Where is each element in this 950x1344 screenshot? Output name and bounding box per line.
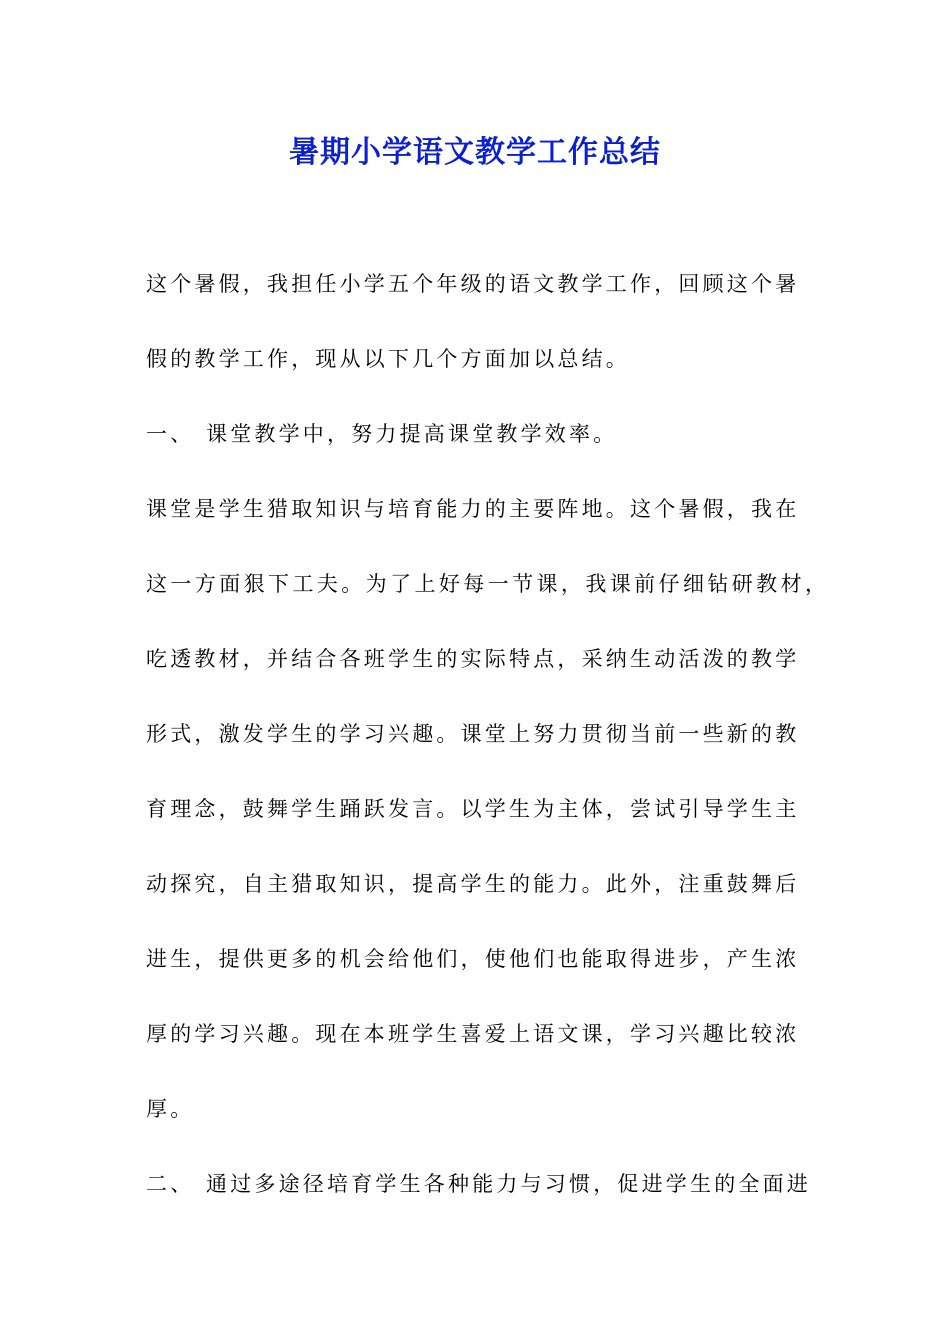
paragraph-line: 吃透教材，并结合各班学生的实际特点，采纳生动活泼的教学 [146, 647, 800, 671]
paragraph-line: 动探究，自主猎取知识，提高学生的能力。此外，注重鼓舞后 [146, 872, 800, 896]
paragraph-line: 厚。 [146, 1097, 195, 1121]
paragraph-line: 进生，提供更多的机会给他们，使他们也能取得进步，产生浓 [146, 947, 800, 971]
paragraph-line: 形式，激发学生的学习兴趣。课堂上努力贯彻当前一些新的教 [146, 722, 800, 746]
paragraph-line: 这个暑假，我担任小学五个年级的语文教学工作，回顾这个暑 [146, 272, 800, 296]
paragraph-line: 假的教学工作，现从以下几个方面加以总结。 [146, 347, 630, 371]
section-heading-text: 课堂教学中，努力提高课堂教学效率。 [206, 422, 618, 446]
paragraph-line: 厚的学习兴趣。现在本班学生喜爱上语文课，学习兴趣比较浓 [146, 1022, 800, 1046]
paragraph-line: 育理念，鼓舞学生踊跃发言。以学生为主体，尝试引导学生主 [146, 797, 800, 821]
section-heading [146, 412, 826, 487]
section-heading [146, 1162, 826, 1237]
section-number: 二、 [146, 1172, 195, 1196]
section-heading-text: 通过多途径培育学生各种能力与习惯，促进学生的全面进 [206, 1172, 811, 1196]
paragraph-line: 课堂是学生猎取知识与培育能力的主要阵地。这个暑假，我在 [146, 497, 800, 521]
section-number: 一、 [146, 422, 195, 446]
document-title: 暑期小学语文教学工作总结 [289, 135, 661, 170]
paragraph-line: 这一方面狠下工夫。为了上好每一节课，我课前仔细钻研教材， [146, 572, 826, 596]
document-body [146, 262, 826, 1237]
